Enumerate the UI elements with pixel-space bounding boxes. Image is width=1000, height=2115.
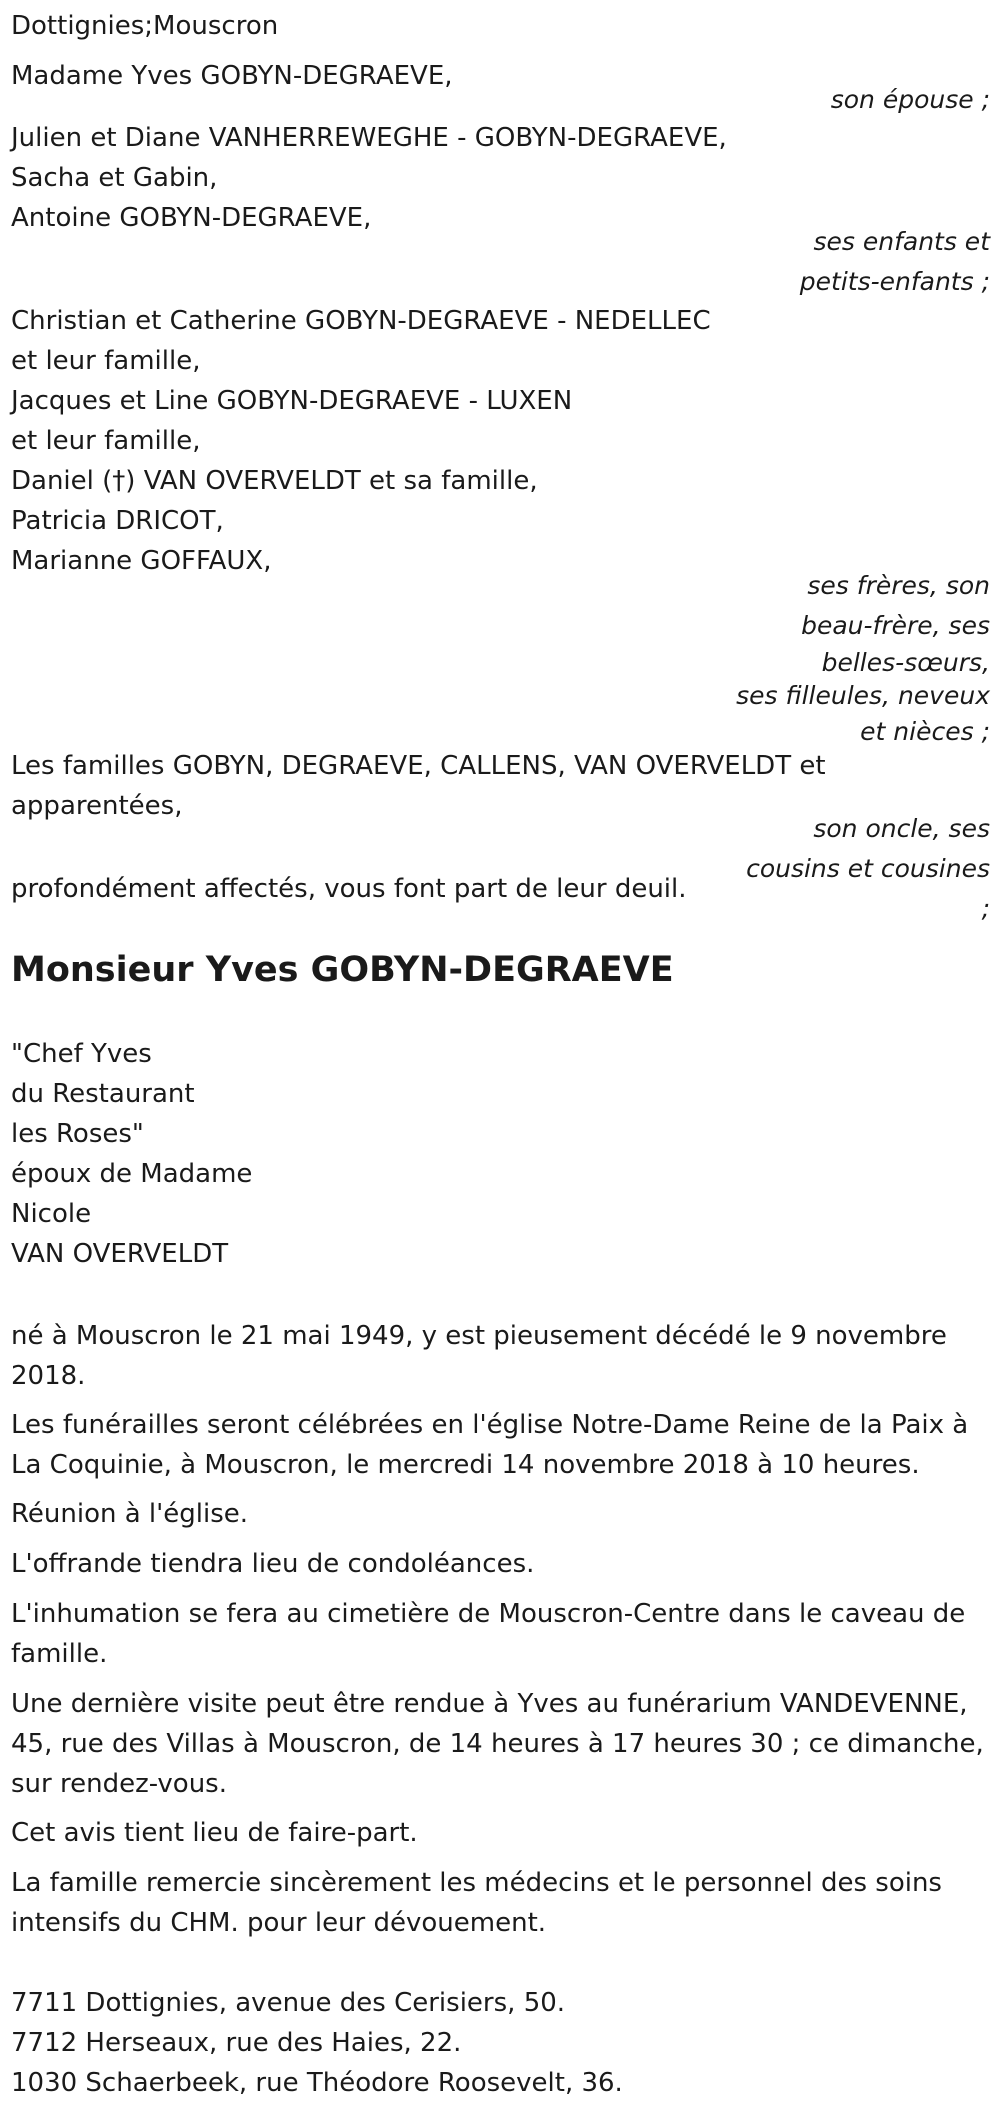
paragraph-funeral — [11, 1405, 996, 1485]
paragraph-line: 45, rue des Villas à Mouscron, de 14 heures à 17 heures 30 ; ce dimanche, — [11, 1729, 984, 1759]
paragraph-line: Les funérailles seront célébrées en l'église Notre-Dame Reine de la Paix à — [11, 1410, 969, 1440]
deceased-title: Monsieur Yves GOBYN-DEGRAEVE — [11, 950, 674, 990]
siblings-relation — [670, 566, 990, 752]
addresses — [11, 1983, 996, 2103]
name-line: Christian et Catherine GOBYN-DEGRAEVE - NEDELLEC — [11, 306, 711, 336]
paragraph-burial — [11, 1594, 996, 1674]
paragraph-line: intensifs du CHM. pour leur dévouement. — [11, 1908, 547, 1938]
paragraph-line: La Coquinie, à Mouscron, le mercredi 14 novembre 2018 à 10 heures. — [11, 1450, 920, 1480]
deceased-description — [11, 1034, 746, 1274]
relation-line: beau-frère, ses — [801, 611, 990, 640]
relation-line: cousins et cousines — [746, 854, 990, 883]
paragraph-line: Une dernière visite peut être rendue à Yves au funérarium VANDEVENNE, — [11, 1689, 968, 1719]
name-line: Daniel (†) VAN OVERVELDT et sa famille, — [11, 466, 538, 496]
spouse-name: Madame Yves GOBYN-DEGRAEVE, — [11, 61, 453, 91]
children-names — [11, 118, 746, 238]
address-line: 7712 Herseaux, rue des Haies, 22. — [11, 2028, 462, 2058]
spouse-relation: son épouse ; — [830, 85, 990, 114]
paragraph-line: Réunion à l'église. — [11, 1499, 249, 1529]
relation-line: et nièces ; — [860, 717, 990, 746]
name-line: Les familles GOBYN, DEGRAEVE, CALLENS, VAN OVERVELDT et — [11, 751, 826, 781]
children-relation — [690, 222, 990, 302]
address-line: 7711 Dottignies, avenue des Cerisiers, 50. — [11, 1988, 566, 2018]
paragraph-visit — [11, 1684, 996, 1804]
description-line: VAN OVERVELDT — [11, 1239, 229, 1269]
paragraph-meeting — [11, 1494, 996, 1534]
paragraph-thanks — [11, 1863, 996, 1943]
paragraph-line: L'inhumation se fera au cimetière de Mouscron-Centre dans le caveau de — [11, 1599, 966, 1629]
name-line: et leur famille, — [11, 346, 201, 376]
relation-line: son oncle, ses — [813, 814, 990, 843]
relation-line: ses enfants et — [813, 227, 990, 256]
name-line: et leur famille, — [11, 426, 201, 456]
name-line: Antoine GOBYN-DEGRAEVE, — [11, 203, 372, 233]
paragraph-line: Cet avis tient lieu de faire-part. — [11, 1818, 418, 1848]
paragraph-offering — [11, 1544, 996, 1584]
relation-line: ; — [981, 894, 990, 923]
relation-line: ses filleules, neveux — [736, 681, 990, 710]
description-line: "Chef Yves — [11, 1039, 152, 1069]
description-line: Nicole — [11, 1199, 92, 1229]
paragraph-line: famille. — [11, 1639, 108, 1669]
paragraph-line: sur rendez-vous. — [11, 1769, 227, 1799]
name-line: Sacha et Gabin, — [11, 163, 218, 193]
paragraph-birth-death — [11, 1316, 996, 1396]
relation-line: belles-sœurs, — [821, 648, 990, 677]
location: Dottignies;Mouscron — [11, 11, 279, 41]
name-line: apparentées, — [11, 791, 183, 821]
description-line: les Roses" — [11, 1119, 144, 1149]
paragraph-line: 2018. — [11, 1361, 86, 1391]
name-line: Patricia DRICOT, — [11, 506, 224, 536]
siblings-names — [11, 301, 746, 581]
relation-line: ses frères, son — [807, 571, 990, 600]
relation-line: petits-enfants ; — [799, 267, 990, 296]
name-line: Jacques et Line GOBYN-DEGRAEVE - LUXEN — [11, 386, 573, 416]
paragraph-line: La famille remercie sincèrement les médecins et le personnel des soins — [11, 1868, 942, 1898]
paragraph-notice — [11, 1813, 996, 1853]
name-line: Marianne GOFFAUX, — [11, 546, 272, 576]
paragraph-line: L'offrande tiendra lieu de condoléances. — [11, 1549, 535, 1579]
description-line: du Restaurant — [11, 1079, 195, 1109]
paragraph-line: né à Mouscron le 21 mai 1949, y est pieusement décédé le 9 novembre — [11, 1321, 947, 1351]
affected-text: profondément affectés, vous font part de leur deuil. — [11, 874, 687, 904]
description-line: époux de Madame — [11, 1159, 253, 1189]
address-line: 1030 Schaerbeek, rue Théodore Roosevelt, 36. — [11, 2068, 623, 2098]
name-line: Julien et Diane VANHERREWEGHE - GOBYN-DEGRAEVE, — [11, 123, 727, 153]
